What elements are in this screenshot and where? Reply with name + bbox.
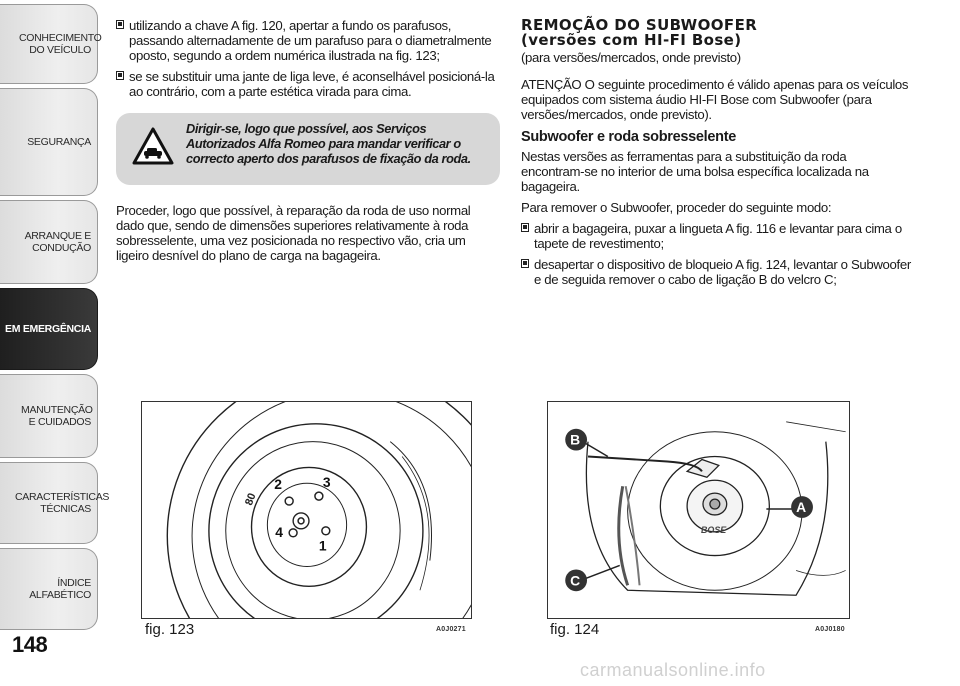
tab-manutencao-e-cuidados[interactable]: [0, 374, 98, 458]
wheel-illustration: [142, 402, 471, 618]
checkbox-bullet-icon: [116, 20, 124, 29]
figure-caption: fig. 123: [145, 621, 195, 638]
svg-text:B: B: [570, 431, 581, 448]
tab-conhecimento-do-veiculo[interactable]: [0, 4, 102, 84]
watermark: carmanualsonline.info: [580, 660, 766, 680]
tab-em-emergencia[interactable]: [0, 288, 98, 370]
paragraph: Para remover o Subwoofer, proceder do seguinte modo:: [521, 200, 832, 215]
list-item: desapertar o dispositivo de bloqueio A fig. 124, levantar o Subwoofer e de seguida remover o cabo de ligação B do velcro C;: [521, 257, 911, 287]
figure-123: [141, 401, 472, 619]
figure-code: A0J0271: [436, 626, 466, 633]
tire-size-mark: 80: [243, 491, 259, 508]
figure-124: [547, 401, 850, 619]
checkbox-bullet-icon: [521, 259, 529, 268]
paragraph: Nestas versões as ferramentas para a substituição da roda encontram-se no interior de uma bolsa específica localizada na bagageira.: [521, 149, 869, 194]
list-item: utilizando a chave A fig. 120, apertar a fundo os parafusos, passando alternadamente de um parafuso para o diametralmente oposto, segundo a ordem numérica ilustrada na fig. 123;: [116, 18, 500, 63]
callout-c-icon: [565, 569, 587, 591]
tab-seguranca[interactable]: [0, 88, 98, 196]
bolt-label-4: 4: [275, 523, 284, 540]
tab-indice-alfabetico[interactable]: [0, 548, 98, 630]
callout-b-icon: [565, 429, 587, 451]
callout-a-icon: [791, 496, 813, 518]
tab-arranque-e-conducao[interactable]: [0, 200, 98, 284]
bolt-label-2: 2: [274, 476, 283, 493]
bolt-label-1: 1: [318, 537, 327, 554]
subheading: Subwoofer e roda sobresselente: [521, 129, 737, 145]
tab-label: MANUTENÇÃO E CUIDADOS: [21, 404, 93, 428]
figure-code: A0J0180: [815, 626, 845, 633]
tab-label: ÍNDICE ALFABÉTICO: [29, 577, 91, 601]
tab-label: CARACTERÍSTICAS TÉCNICAS: [15, 491, 110, 515]
right-column: [521, 18, 911, 293]
heading-note: (para versões/mercados, onde previsto): [521, 50, 741, 65]
checkbox-bullet-icon: [521, 223, 529, 232]
brand-label: BOSE: [700, 524, 727, 535]
tab-label: EM EMERGÊNCIA: [5, 323, 91, 335]
section-heading: REMOÇÃO DO SUBWOOFER: [521, 16, 758, 34]
list-item: se se substituir uma jante de liga leve, é aconselhável posicioná-la ao contrário, com a parte estética virada para cima.: [116, 69, 500, 99]
warning-text: Dirigir-se, logo que possível, aos Serviços Autorizados Alfa Romeo para mandar verificar o correcto aperto dos parafusos de fixação da roda.: [186, 121, 471, 166]
section-heading-sub: (versões com HI-FI Bose): [521, 31, 742, 49]
tab-caracteristicas-tecnicas[interactable]: [0, 462, 110, 544]
paragraph: Proceder, logo que possível, à reparação da roda de uso normal dado que, sendo de dimensões superiores relativamente à roda sobresselente, uma vez posicionada no respectivo vão, cria um ligeiro desnível do plano de carga na bagageira.: [116, 203, 471, 263]
svg-text:C: C: [570, 572, 581, 589]
attention-paragraph: ATENÇÃO O seguinte procedimento é válido apenas para os veículos equipados com sistema áudio HI-FI Bose com Subwoofer (para versões/mercados, onde previsto).: [521, 77, 909, 122]
warning-triangle-icon: [132, 127, 174, 165]
checkbox-bullet-icon: [116, 71, 124, 80]
figure-caption: fig. 124: [550, 621, 600, 638]
svg-text:A: A: [796, 498, 807, 515]
subwoofer-illustration: [548, 402, 849, 618]
list-item: abrir a bagageira, puxar a lingueta A fig. 116 e levantar para cima o tapete de revestimento;: [521, 221, 911, 251]
page-number: 148: [12, 632, 48, 657]
bolt-label-3: 3: [322, 474, 331, 491]
tab-label: CONHECIMENTO DO VEÍCULO: [19, 32, 102, 56]
warning-box: [116, 113, 500, 185]
left-column: [116, 18, 500, 269]
tab-label: SEGURANÇA: [27, 136, 91, 148]
chapter-sidebar: [0, 0, 110, 686]
tab-label: ARRANQUE E CONDUÇÃO: [24, 230, 91, 254]
